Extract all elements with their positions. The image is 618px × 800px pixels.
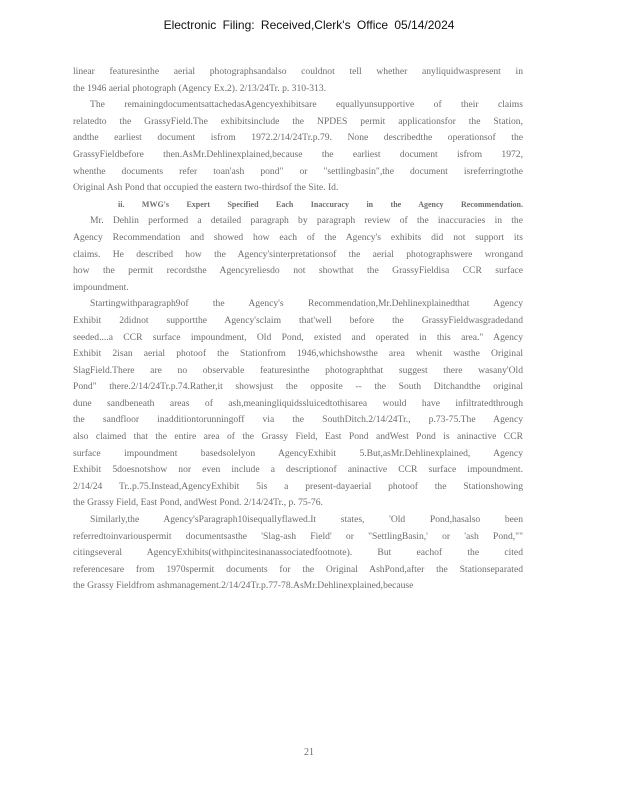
text-line: Similarly,the Agency'sParagraph10isequallyflawed.It states, 'Old Pond,hasalso been xyxy=(90,514,523,526)
text-line: The remainingdocumentsattachedasAgencyexhibitsare equallyunsupportive of their claims xyxy=(90,99,523,111)
text-line: Agency Recommendation and showed how each of the Agency's exhibits did not support its xyxy=(73,231,523,243)
text-line: also claimed that the entire area of the Grassy Field, East Pond andWest Pond is aninactive CCR xyxy=(73,431,523,443)
text-line: the Grassy Fieldfrom ashmanagement.2/14/24Tr.p.77-78.AsMr.Dehlinexplained,because xyxy=(73,580,414,592)
text-line: Original Ash Pond that occupied the eastern two-thirdsof the Site. Id. xyxy=(73,182,339,194)
text-line: Startingwithparagraph9of the Agency's Recommendation,Mr.Dehlinexplainedthat Agency xyxy=(90,298,523,310)
text-line: referencesare from 1970spermit documents for the Original AshPond,after the Stationseparated xyxy=(73,563,523,575)
text-line: andthe earliest document isfrom 1972.2/14/24Tr.p.79. None describedthe operationsof the xyxy=(73,132,523,144)
text-line: referredtoinvariouspermit documentsasthe 'Slag-ash Field' or "SettlingBasin,' or 'ash Pond,"" xyxy=(73,530,523,542)
text-line: 2/14/24 Tr..p.75.Instead,AgencyExhibit 5is a present-dayaerial photoof the Stationshowing xyxy=(73,480,523,492)
text-line: linear featuresinthe aerial photographsandalso couldnot tell whether anyliquidwaspresent in xyxy=(73,66,523,77)
text-line: the 1946 aerial photograph (Agency Ex.2). 2/13/24Tr. p. 310-313. xyxy=(73,82,327,94)
text-line: Mr. Dehlin performed a detailed paragraph by paragraph review of the inaccuracies in the xyxy=(90,215,523,227)
text-line: Exhibit 2didnot supportthe Agency'sclaim that'well before the GrassyFieldwasgradedand xyxy=(73,314,523,326)
text-line: seeded....a CCR surface impoundment, Old Pond, existed and operated in this area." Agency xyxy=(73,331,523,343)
page-number: 21 xyxy=(304,747,314,758)
document-body xyxy=(73,64,523,595)
text-line: Exhibit 5doesnotshow nor even include a descriptionof aninactive CCR surface impoundment. xyxy=(73,464,523,476)
text-line: SlagField.There are no observable featuresinthe photographthat suggest there wasany'Old xyxy=(73,364,523,376)
text-line: Exhibit 2isan aerial photoof the Stationfrom 1946,whichshowsthe area whenit wasthe Original xyxy=(73,348,523,360)
text-line: Pond" there.2/14/24Tr.p.74.Rather,it showsjust the opposite -- the South Ditchandthe original xyxy=(73,381,523,393)
text-line: the sandfloor inadditiontorunningoff via the SouthDitch.2/14/24Tr., p.73-75.The Agency xyxy=(73,414,523,426)
text-line: relatedto the GrassyField.The exhibitsinclude the NPDES permit applicationsfor the Station, xyxy=(73,115,523,127)
section-heading: ii. MWG's Expert Specified Each Inaccuracy in the Agency Recommendation. xyxy=(118,199,523,209)
text-line: the Grassy Field, East Pond, andWest Pond. 2/14/24Tr., p. 75-76. xyxy=(73,497,323,509)
text-line: impoundment. xyxy=(73,281,129,293)
text-line: whenthe documents refer toan'ash pond" or "settlingbasin",the document isreferringtothe xyxy=(73,165,523,177)
text-line: surface impoundment basedsolelyon AgencyExhibit 5.But,asMr.Dehlinexplained, Agency xyxy=(73,447,523,459)
text-line: dune sandbeneath areas of ash,meaningliquidssluicedtothisarea would have infiltratedthrough xyxy=(73,397,523,409)
text-line: claims. He described how the Agency'sinterpretationsof the aerial photographswere wrongand xyxy=(73,248,523,260)
text-line: citingseveral AgencyExhibits(withpincitesinanassociatedfootnote). But eachof the cited xyxy=(73,547,523,559)
text-line: GrassyFieldbefore then.AsMr.Dehlinexplained,because the earliest document isfrom 1972, xyxy=(73,148,523,160)
text-line: how the permit recordsthe Agencyreliesdo not showthat the GrassyFieldisa CCR surface xyxy=(73,265,523,277)
filing-header: Electronic Filing: Received,Clerk's Office 05/14/2024 xyxy=(163,18,455,32)
